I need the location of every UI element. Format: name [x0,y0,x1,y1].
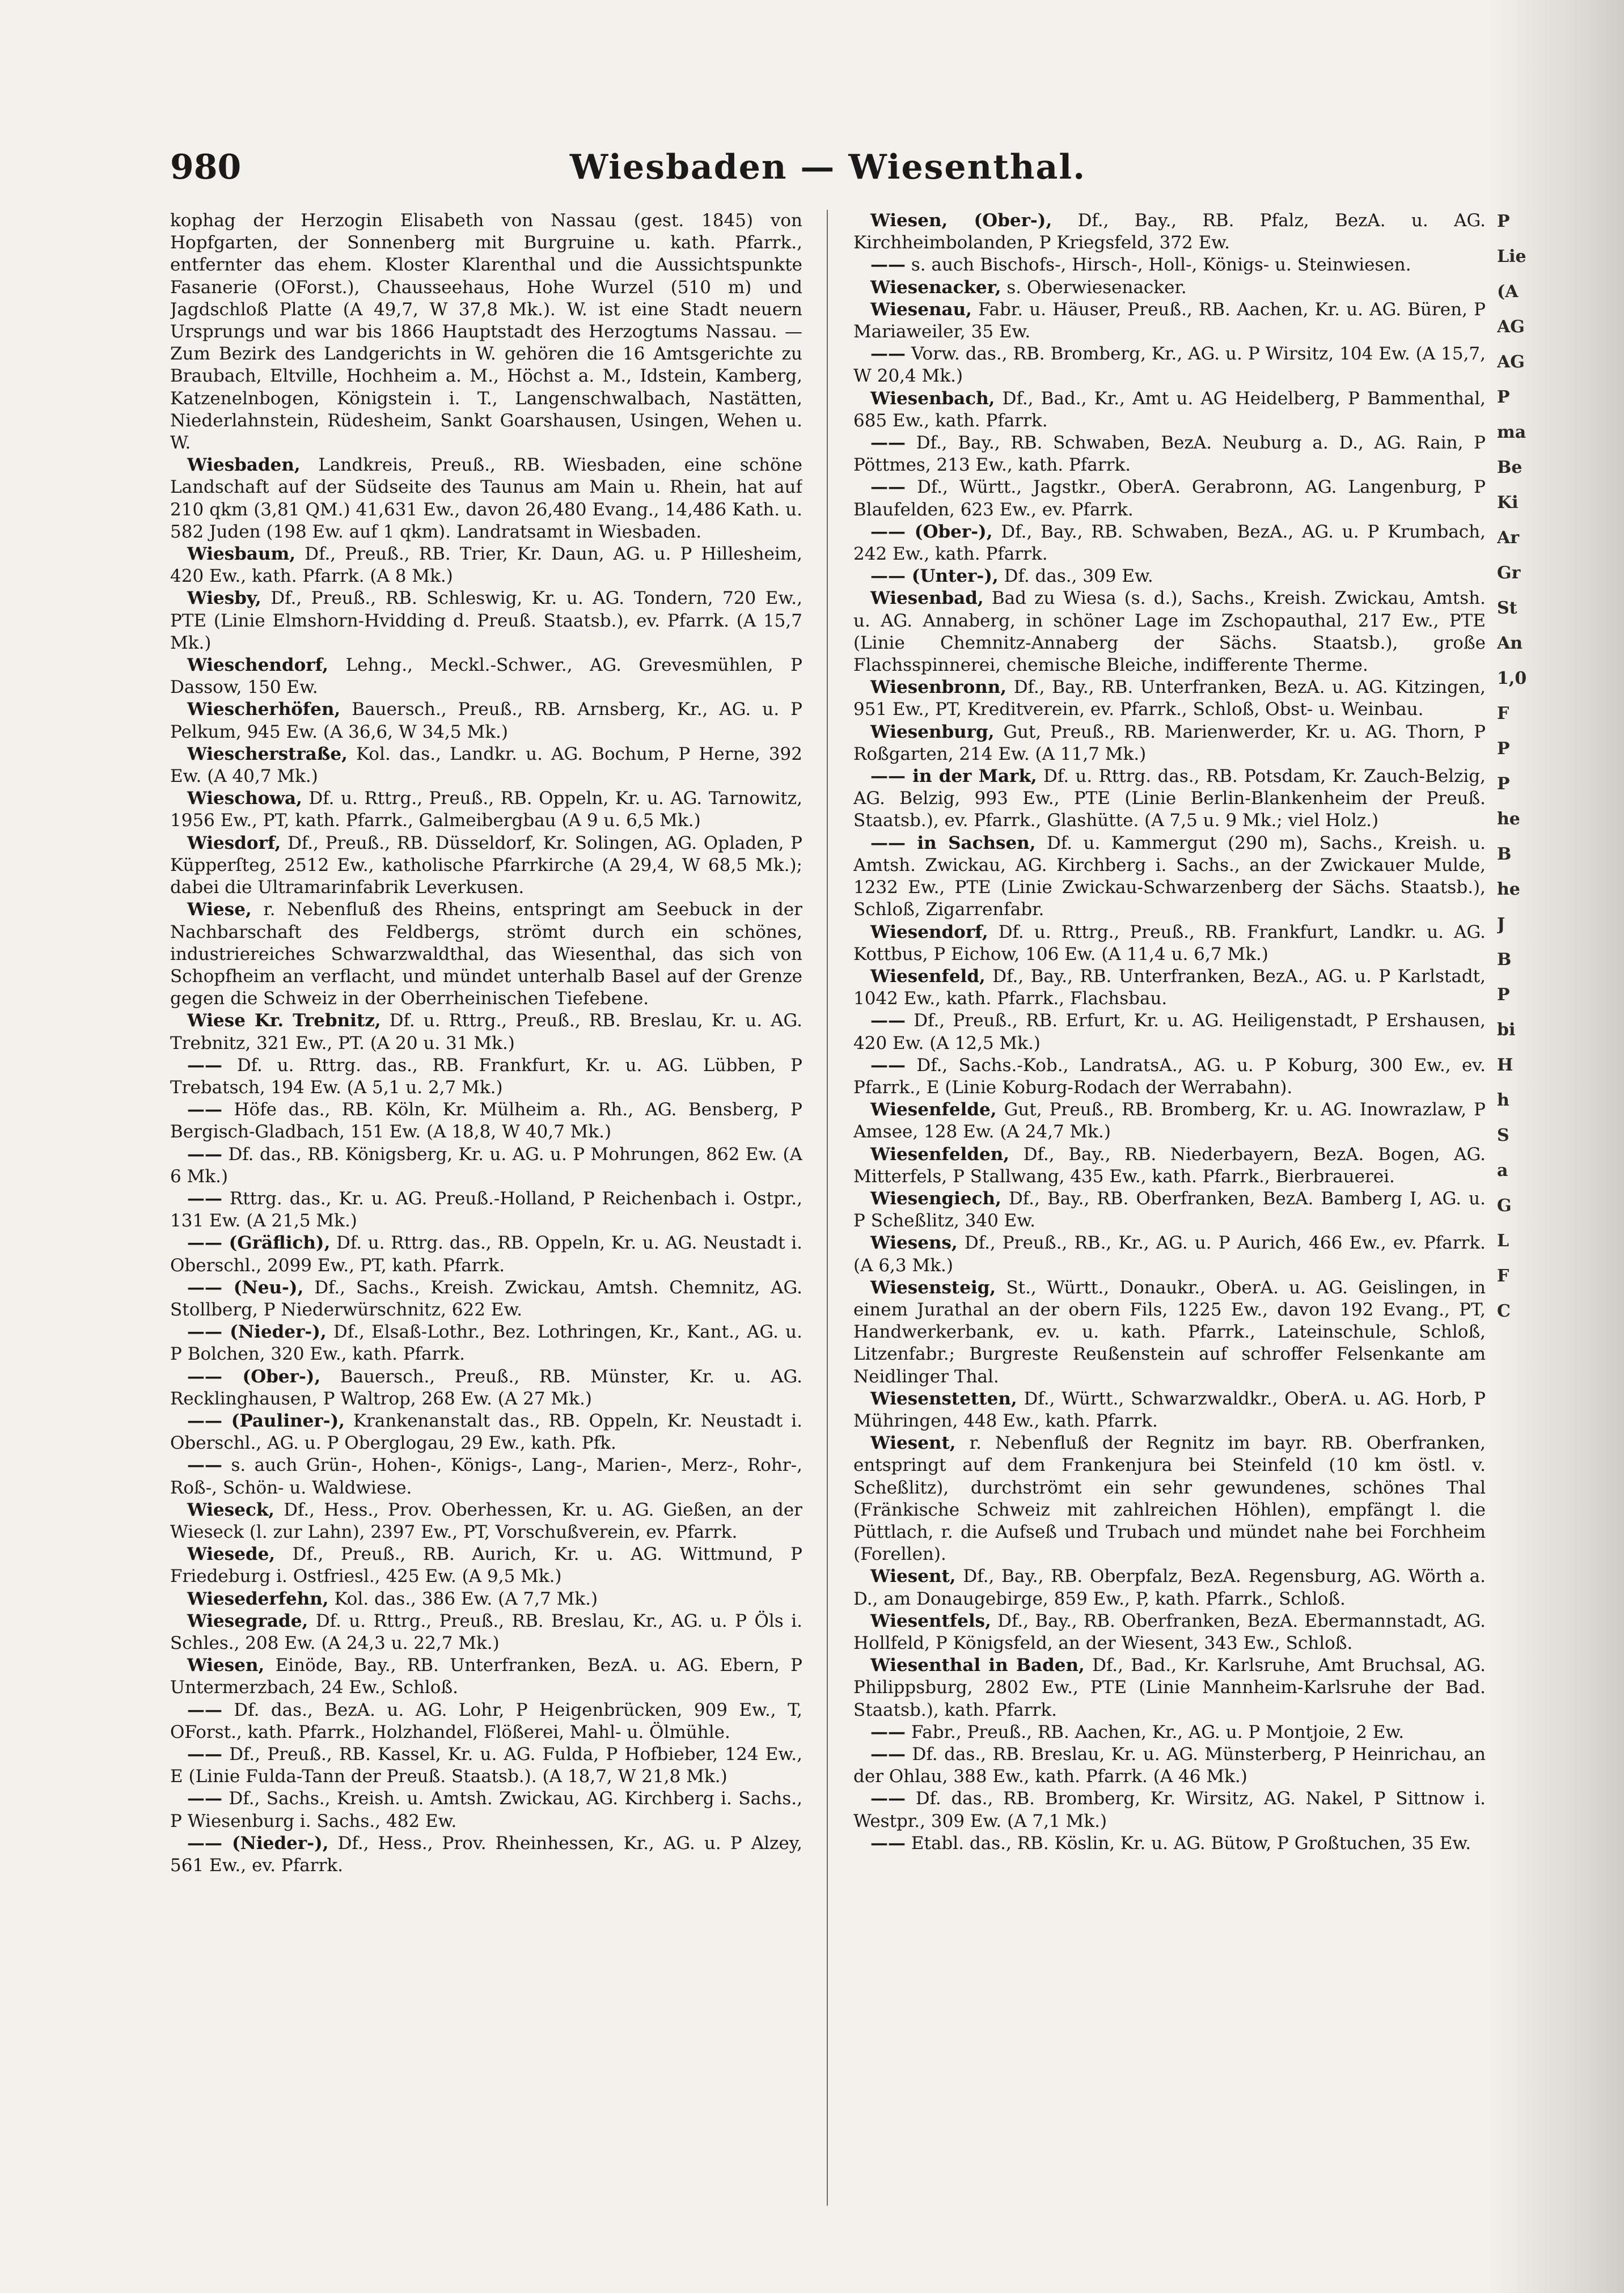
entry-headword: Wiesent, [870,1566,956,1587]
entry-headword: —— [187,1055,222,1076]
gazetteer-entry [853,1388,1486,1432]
entry-text: Df. das., BezA. u. AG. Lohr, P Heigenbrücken, 909 Ew., T, OForst., kath. Pfarrk., Holzhandel, Flößerei, Mahl- u. Ölmühle. [170,1699,802,1742]
entry-headword: Wiesenthal in Baden, [870,1655,1085,1676]
entry-headword: —— (Unter-), [870,566,999,587]
margin-fragment: An [1497,633,1523,653]
entry-headword: Wiesenau, [870,299,972,320]
entry-text: Gut, Preuß., RB. Bromberg, Kr. u. AG. Inowrazlaw, P Amsee, 128 Ew. (A 24,7 Mk.) [853,1099,1486,1143]
margin-fragment: he [1497,879,1520,899]
entry-headword: —— in der Mark, [870,766,1037,787]
margin-fragment: H [1497,1055,1513,1075]
gazetteer-entry [853,765,1486,832]
gazetteer-entry [853,1232,1486,1276]
gazetteer-entry [170,654,802,699]
margin-fragment: S [1497,1126,1509,1145]
gazetteer-entry [853,432,1486,476]
margin-fragment: P [1497,387,1510,407]
gazetteer-entry [853,1099,1486,1143]
gazetteer-entry [170,1232,802,1276]
gazetteer-entry [853,1010,1486,1054]
entry-headword: Wiesengiech, [870,1188,1001,1209]
entry-headword: —— [870,255,906,276]
gazetteer-entry [170,1454,802,1499]
gazetteer-entry [853,210,1486,254]
gazetteer-entry [170,1543,802,1588]
entry-headword: Wiescherstraße, [187,743,348,764]
entry-headword: Wiesenbad, [870,588,984,609]
gazetteer-entry [853,1833,1486,1855]
entry-headword: Wiesens, [870,1233,958,1254]
gazetteer-entry [170,543,802,587]
gazetteer-entry [170,1744,802,1788]
gazetteer-entry [170,743,802,788]
entry-headword: —— (Nieder-), [187,1322,327,1343]
entry-text: Kol. das., 386 Ew. (A 7,7 Mk.) [334,1588,598,1609]
entry-headword: Wiesede, [187,1544,276,1565]
gazetteer-entry [170,1055,802,1099]
gazetteer-entry [853,676,1486,721]
gazetteer-entry [853,254,1486,276]
entry-text: Df., Bad., Kr., Amt u. AG Heidelberg, P Bammenthal, 685 Ew., kath. Pfarrk. [853,388,1486,431]
entry-text: Df., Sachs., Kreish. Zwickau, Amtsh. Chemnitz, AG. Stollberg, P Niederwürschnitz, 622 Ew. [170,1277,802,1320]
entry-headword: —— (Gräflich), [187,1233,331,1254]
gazetteer-entry [853,721,1486,765]
entry-headword: —— [187,1788,222,1809]
entry-text: Df., Bay., RB. Oberpfalz, BezA. Regensburg, AG. Wörth a. D., am Donaugebirge, 859 Ew., P, kath. Pfarrk., Schloß. [853,1566,1486,1609]
entry-text: Df., Bad., Kr. Karlsruhe, Amt Bruchsal, AG. Philippsburg, 2802 Ew., PTE (Linie Mannheim-Karlsruhe der Bad. Staatsb.), kath. Pfarrk. [853,1655,1486,1720]
entry-text: Df., Elsaß-Lothr., Bez. Lothringen, Kr., Kant., AG. u. P Bolchen, 320 Ew., kath. Pfarrk. [170,1322,802,1365]
entry-headword: —— [870,1010,906,1031]
entry-headword: Wieschowa, [187,788,302,809]
margin-fragment: B [1497,844,1512,864]
entry-text: Df. u. Rttrg., Preuß., RB. Oppeln, Kr. u. AG. Tarnowitz, 1956 Ew., PT, kath. Pfarrk., Galmeibergbau (A 9 u. 6,5 Mk.) [170,788,802,831]
entry-headword: Wiese Kr. Trebnitz, [187,1010,381,1031]
gazetteer-entry [853,1566,1486,1610]
entry-text: Df., Bay., RB. Niederbayern, BezA. Bogen, AG. Mitterfels, P Stallwang, 435 Ew., kath. Pfarrk., Bierbrauerei. [853,1144,1486,1187]
entry-headword: Wiesenfelden, [870,1144,1010,1165]
entry-headword: —— [870,1744,906,1765]
gazetteer-entry [170,1499,802,1543]
entry-text: Df., Hess., Prov. Rheinhessen, Kr., AG. u. P Alzey, 561 Ew., ev. Pfarrk. [170,1833,802,1876]
gazetteer-entry [853,476,1486,521]
gazetteer-entry [170,899,802,1010]
entry-text: s. auch Grün-, Hohen-, Königs-, Lang-, Marien-, Merz-, Rohr-, Roß-, Schön- u. Waldwiese. [170,1455,802,1498]
entry-headword: Wiesenacker, [870,277,1001,298]
entry-headword: Wiesbaum, [187,544,296,565]
entry-text: Df., Bay., RB. Schwaben, BezA., AG. u. P Krumbach, 242 Ew., kath. Pfarrk. [853,521,1486,565]
entry-headword: Wiesenfelde, [870,1099,997,1120]
gazetteer-entry [170,832,802,899]
margin-fragment: St [1497,598,1517,618]
entry-headword: Wiesenfeld, [870,966,986,987]
margin-fragment: h [1497,1090,1509,1110]
margin-fragment: C [1497,1301,1511,1321]
entry-text: Rttrg. das., Kr. u. AG. Preuß.-Holland, P Reichenbach i. Ostpr., 131 Ew. (A 21,5 Mk.) [170,1188,802,1232]
entry-text: Df., Bay., RB. Oberfranken, BezA. Ebermannstadt, AG. Hollfeld, P Königsfeld, an der Wiesent, 343 Ew., Schloß. [853,1610,1486,1653]
margin-fragment: F [1497,1266,1509,1286]
entry-text: r. Nebenfluß des Rheins, entspringt am Seebuck in der Nachbarschaft des Feldbergs, strömt durch ein schönes, industriereiches Schwarzwaldthal, das Wiesenthal, das sich von Schopfheim an verflacht, und mündet unterhalb Basel auf der Grenze gegen die Schweiz in der Oberrheinischen Tiefebene. [170,899,802,1009]
margin-fragment: G [1497,1196,1512,1216]
margin-fragment: F [1497,704,1509,724]
entry-headword: Wiese, [187,899,252,920]
margin-fragment: B [1497,950,1512,970]
entry-headword: Wiesederfehn, [187,1588,329,1609]
entry-headword: —— [870,1788,906,1809]
entry-headword: Wiesen, (Ober-), [870,210,1052,231]
entry-headword: —— (Nieder-), [187,1833,329,1854]
entry-text: Df., Preuß., RB. Trier, Kr. Daun, AG. u. P Hillesheim, 420 Ew., kath. Pfarrk. (A 8 Mk.) [170,544,802,587]
entry-text: Df., Preuß., RB. Düsseldorf, Kr. Solingen, AG. Opladen, P Küpperſteg, 2512 Ew., katholische Pfarrkirche (A 29,4, W 68,5 Mk.); dabei die Ultramarinfabrik Leverkusen. [170,832,802,898]
entry-text: s. Oberwiesenacker. [1006,277,1187,298]
entry-headword: Wiesenstetten, [870,1388,1017,1409]
gazetteer-entry [853,1655,1486,1721]
gazetteer-entry [170,1410,802,1454]
entry-text: Df., Preuß., RB. Kassel, Kr. u. AG. Fulda, P Hofbieber, 124 Ew., E (Linie Fulda-Tann der Preuß. Staatsb.). (A 18,7, W 21,8 Mk.) [170,1744,802,1787]
margin-fragment: P [1497,739,1510,759]
entry-headword: Wiesbaden, [187,455,301,476]
entry-text: Df., Württ., Jagstkr., OberA. Gerabronn, AG. Langenburg, P Blaufelden, 623 Ew., ev. Pfarrk. [853,477,1486,520]
entry-text: kophag der Herzogin Elisabeth von Nassau (gest. 1845) von Hopfgarten, der Sonnenberg mit Burgruine u. kath. Pfarrk., entfernter das ehem. Kloster Klarenthal und die Aussichtspunkte Fasanerie (OForst.), Chausseehaus, Hohe Wurzel (510 m) und Jagdschloß Platte (A 49,7, W 37,8 Mk.). W. ist eine Stadt neuern Ursprungs und war bis 1866 Hauptstadt des Herzogtums Nassau. — Zum Bezirk des Landgerichts in W. gehören die 16 Amtsgerichte zu Braubach, Eltville, Hochheim a. M., Höchst a. M., Idstein, Kamberg, Katzenelnbogen, Königstein i. T., Langenschwalbach, Nastätten, Niederlahnstein, Rüdesheim, Sankt Goarshausen, Usingen, Wehen u. W. [170,210,802,454]
gazetteer-entry [170,1321,802,1365]
entry-text: Df., Sachs., Kreish. u. Amtsh. Zwickau, AG. Kirchberg i. Sachs., P Wiesenburg i. Sachs., 482 Ew. [170,1788,802,1831]
entry-text: Lehng., Meckl.-Schwer., AG. Grevesmühlen, P Dassow, 150 Ew. [170,655,802,698]
entry-headword: —— [187,1744,222,1765]
margin-fragment: he [1497,809,1520,829]
entry-headword: Wiescherhöfen, [187,699,341,720]
entry-text: Bauersch., Preuß., RB. Münster, Kr. u. AG. Recklinghausen, P Waltrop, 268 Ew. (A 27 Mk.) [170,1366,802,1409]
gazetteer-entry [853,277,1486,299]
entry-text: Df. u. Rttrg. das., RB. Frankfurt, Kr. u. AG. Lübben, P Trebatsch, 194 Ew. (A 5,1 u. 2,7 Mk.) [170,1055,802,1098]
gazetteer-entry [853,1277,1486,1388]
margin-fragment: 1,0 [1497,669,1527,688]
gazetteer-entry [853,1188,1486,1232]
margin-fragment: Ki [1497,493,1519,513]
margin-fragment: (A [1497,282,1519,302]
entry-headword: Wiesby, [187,588,261,609]
column-divider [827,210,828,2206]
gazetteer-entry [853,1744,1486,1788]
entry-headword: —— [870,1833,906,1854]
gazetteer-entry [853,1610,1486,1655]
gazetteer-entry [170,788,802,832]
gazetteer-entry [853,921,1486,966]
gazetteer-entry [170,1099,802,1143]
gazetteer-entry [170,1655,802,1699]
entry-headword: Wiesent, [870,1433,956,1454]
gazetteer-entry [853,1144,1486,1188]
entry-text: Df., Württ., Schwarzwaldkr., OberA. u. AG. Horb, P Mühringen, 448 Ew., kath. Pfarrk. [853,1388,1486,1431]
entry-text: Fabr. u. Häuser, Preuß., RB. Aachen, Kr. u. AG. Büren, P Mariaweiler, 35 Ew. [853,299,1486,342]
margin-fragment: P [1497,774,1510,794]
gazetteer-entry [853,1788,1486,1832]
gazetteer-entry [853,343,1486,387]
margin-fragment: a [1497,1161,1508,1181]
entry-headword: —— (Pauliner-), [187,1410,345,1431]
entry-headword: Wieseck, [187,1499,275,1520]
entry-text: Df. das., RB. Bromberg, Kr. Wirsitz, AG. Nakel, P Sittnow i. Westpr., 309 Ew. (A 7,1 Mk.) [853,1788,1486,1831]
entry-text: Df. u. Rttrg. das., RB. Potsdam, Kr. Zauch-Belzig, AG. Belzig, 993 Ew., PTE (Linie Berlin-Blankenheim der Preuß. Staatsb.), ev. Pfarrk., Glashütte. (A 7,5 u. 9 Mk.; viel Holz.) [853,766,1486,831]
gazetteer-entry [170,1144,802,1188]
margin-fragment: Ar [1497,528,1520,548]
entry-text: Df., Preuß., RB. Schleswig, Kr. u. AG. Tondern, 720 Ew., PTE (Linie Elmshorn-Hvidding d. Preuß. Staatsb.), ev. Pfarrk. (A 15,7 Mk.) [170,588,802,653]
entry-text: Df., Hess., Prov. Oberhessen, Kr. u. AG. Gießen, an der Wieseck (l. zur Lahn), 2397 Ew., PT, Vorschußverein, ev. Pfarrk. [170,1499,802,1542]
entry-text: Df., Bay., RB. Pfalz, BezA. u. AG. Kirchheimbolanden, P Kriegsfeld, 372 Ew. [853,210,1486,253]
entry-headword: Wiesentfels, [870,1610,991,1631]
margin-fragment: J [1497,915,1505,934]
gazetteer-entry [170,1833,802,1877]
margin-fragment: P [1497,211,1510,231]
entry-headword: Wiesen, [187,1655,265,1676]
running-head: Wiesbaden — Wiesenthal. [569,147,1086,187]
gazetteer-entry [170,699,802,743]
entry-headword: —— [187,1099,222,1120]
entry-text: Df., Bay., RB. Oberfranken, BezA. Bamberg I, AG. u. P Scheßlitz, 340 Ew. [853,1188,1486,1232]
entry-text: Df. u. Rttrg., Preuß., RB. Breslau, Kr., AG. u. P Öls i. Schles., 208 Ew. (A 24,3 u. 22,7 Mk.) [170,1610,802,1653]
entry-headword: Wiesenburg, [870,721,995,742]
entry-headword: Wiesegrade, [187,1610,308,1631]
entry-headword: Wiesensteig, [870,1277,996,1298]
entry-text: Vorw. das., RB. Bromberg, Kr., AG. u. P Wirsitz, 104 Ew. (A 15,7, W 20,4 Mk.) [853,344,1486,387]
entry-headword: —— [870,344,906,365]
gazetteer-entry [853,1432,1486,1566]
entry-text: Einöde, Bay., RB. Unterfranken, BezA. u. AG. Ebern, P Untermerzbach, 24 Ew., Schloß. [170,1655,802,1698]
gazetteer-entry [170,1588,802,1610]
margin-fragment: Be [1497,458,1522,477]
gazetteer-entry [853,299,1486,343]
gazetteer-entry [853,388,1486,432]
entry-headword: —— [870,1055,906,1076]
entry-headword: Wiesdorf, [187,832,281,853]
entry-headword: —— [187,1144,222,1165]
entry-text: Df. das., RB. Königsberg, Kr. u. AG. u. P Mohrungen, 862 Ew. (A 6 Mk.) [170,1144,802,1187]
entry-text: Df. u. Rttrg. das., RB. Oppeln, Kr. u. AG. Neustadt i. Oberschl., 2099 Ew., PT, kath. Pfarrk. [170,1233,802,1276]
entry-text: Df., Preuß., RB. Aurich, Kr. u. AG. Wittmund, P Friedeburg i. Ostfriesl., 425 Ew. (A 9,5 Mk.) [170,1544,802,1587]
gazetteer-entry [853,521,1486,565]
gazetteer-entry [853,966,1486,1010]
entry-text: Gut, Preuß., RB. Marienwerder, Kr. u. AG. Thorn, P Roßgarten, 214 Ew. (A 11,7 Mk.) [853,721,1486,764]
entry-text: Df., Bay., RB. Schwaben, BezA. Neuburg a. D., AG. Rain, P Pöttmes, 213 Ew., kath. Pfarrk. [853,433,1486,476]
margin-fragment: ma [1497,422,1526,442]
entry-headword: Wiesendorf, [870,921,988,942]
entry-headword: —— [870,433,906,454]
entry-text: Bad zu Wiesa (s. d.), Sachs., Kreish. Zwickau, Amtsh. u. AG. Annaberg, in schöner Lage im Zschopauthal, 217 Ew., PTE (Linie Chemnitz-Annaberg der Sächs. Staatsb.), große Flachsspinnerei, chemische Bleiche, indifferente Therme. [853,588,1486,676]
entry-text: Etabl. das., RB. Köslin, Kr. u. AG. Bütow, P Großtuchen, 35 Ew. [911,1833,1471,1854]
entry-headword: Wieschendorf, [187,655,329,676]
entry-headword: —— (Ober-), [870,521,993,542]
entry-text: Krankenanstalt das., RB. Oppeln, Kr. Neustadt i. Oberschl., AG. u. P Oberglogau, 29 Ew., kath. Pfk. [170,1410,802,1454]
gazetteer-entry [853,832,1486,921]
entry-text: Bauersch., Preuß., RB. Arnsberg, Kr., AG. u. P Pelkum, 945 Ew. (A 36,6, W 34,5 Mk.) [170,699,802,742]
entry-text: Df., Bay., RB. Unterfranken, BezA. u. AG. Kitzingen, 951 Ew., PT, Kreditverein, ev. Pfarrk., Schloß, Obst- u. Weinbau. [853,677,1486,720]
dictionary-page [170,147,1486,2245]
page-number: 980 [170,147,242,187]
gazetteer-entry [853,1721,1486,1744]
entry-text: Df. das., 309 Ew. [1004,566,1153,587]
entry-text: r. Nebenfluß der Regnitz im bayr. RB. Oberfranken, entspringt auf dem Frankenjura bei Steinfeld (10 km östl. v. Scheßlitz), durchströmt ein sehr gewundenes, schönes Thal (Fränkische Schweiz mit zahlreichen Höhlen), empfängt l. die Püttlach, r. die Aufseß und Trubach und mündet nahe bei Forchheim (Forellen). [853,1433,1486,1565]
entry-headword: —— [187,1455,222,1476]
gazetteer-entry [170,1277,802,1321]
right-column [853,210,1486,2228]
entry-headword: —— [870,477,906,498]
gazetteer-entry [170,1010,802,1054]
gazetteer-entry [853,565,1486,587]
left-column [170,210,802,2228]
margin-fragment: bi [1497,1020,1516,1040]
margin-fragment: Gr [1497,563,1521,583]
margin-fragment: P [1497,985,1510,1005]
entry-text: Df. u. Rttrg., Preuß., RB. Breslau, Kr. u. AG. Trebnitz, 321 Ew., PT. (A 20 u. 31 Mk.) [170,1010,802,1054]
entry-text: Höfe das., RB. Köln, Kr. Mülheim a. Rh., AG. Bensberg, P Bergisch-Gladbach, 151 Ew. (A 18,8, W 40,7 Mk.) [170,1099,802,1143]
gazetteer-entry [170,1188,802,1232]
entry-text: Kol. das., Landkr. u. AG. Bochum, P Herne, 392 Ew. (A 40,7 Mk.) [170,743,802,787]
entry-text: Df. das., RB. Breslau, Kr. u. AG. Münsterberg, P Heinrichau, an der Ohlau, 388 Ew., kath. Pfarrk. (A 46 Mk.) [853,1744,1486,1787]
entry-text: Fabr., Preuß., RB. Aachen, Kr., AG. u. P Montjoie, 2 Ew. [911,1721,1405,1742]
entry-headword: —— [187,1188,222,1209]
entry-text: Df. u. Rttrg., Preuß., RB. Frankfurt, Landkr. u. AG. Kottbus, P Eichow, 106 Ew. (A 11,4 u. 6,7 Mk.) [853,921,1486,964]
gazetteer-entry [170,587,802,654]
entry-text: Df., Sachs.-Kob., LandratsA., AG. u. P Koburg, 300 Ew., ev. Pfarrk., E (Linie Koburg-Rodach der Werrabahn). [853,1055,1486,1098]
entry-headword: Wiesenbach, [870,388,995,409]
entry-text: Landkreis, Preuß., RB. Wiesbaden, eine schöne Landschaft auf der Südseite des Taunus am Main u. Rhein, hat auf 210 qkm (3,81 QM.) 41,631 Ew., davon 26,480 Evang., 14,486 Kath. u. 582 Juden (198 Ew. auf 1 qkm). Landratsamt in Wiesbaden. [170,455,802,542]
gazetteer-entry [170,1610,802,1655]
entry-text: St., Württ., Donaukr., OberA. u. AG. Geislingen, in einem Jurathal an der obern Fils, 1225 Ew., davon 192 Evang., PT, Handwerkerbank, ev. u. kath. Pfarrk., Lateinschule, Schloß, Litzenfabr.; Burgreste Reußenstein auf schroffer Felsenkante am Neidlinger Thal. [853,1277,1486,1387]
entry-headword: —— (Ober-), [187,1366,321,1387]
gazetteer-entry [170,1788,802,1832]
entry-text: Df. u. Kammergut (290 m), Sachs., Kreish. u. Amtsh. Zwickau, AG. Kirchberg i. Sachs., an der Zwickauer Mulde, 1232 Ew., PTE (Linie Zwickau-Schwarzenberg der Sächs. Staatsb.), Schloß, Zigarrenfabr. [853,832,1486,920]
page-header [170,147,1486,198]
gazetteer-entry [170,1699,802,1744]
entry-headword: Wiesenbronn, [870,677,1007,698]
margin-fragment: AG [1497,317,1525,337]
entry-headword: —— (Neu-), [187,1277,304,1298]
entry-headword: —— in Sachsen, [870,832,1036,853]
entry-text: Df., Preuß., RB. Erfurt, Kr. u. AG. Heiligenstadt, P Ershausen, 420 Ew. (A 12,5 Mk.) [853,1010,1486,1054]
entry-text: s. auch Bischofs-, Hirsch-, Holl-, Königs- u. Steinwiesen. [911,255,1411,276]
gazetteer-entry [170,454,802,543]
entry-text: Df., Preuß., RB., Kr., AG. u. P Aurich, 466 Ew., ev. Pfarrk. (A 6,3 Mk.) [853,1233,1486,1276]
gazetteer-entry [170,1366,802,1410]
margin-fragment: L [1497,1231,1509,1251]
margin-fragment: AG [1497,352,1525,372]
entry-text: Df., Bay., RB. Unterfranken, BezA., AG. u. P Karlstadt, 1042 Ew., kath. Pfarrk., Flachsbau. [853,966,1486,1009]
entry-headword: —— [870,1721,906,1742]
entry-headword: —— [187,1699,222,1720]
gazetteer-entry [853,1055,1486,1099]
gazetteer-entry [170,210,802,454]
gazetteer-entry [853,587,1486,676]
adjacent-page-fragments [1497,204,1610,1905]
margin-fragment: Lie [1497,247,1526,266]
